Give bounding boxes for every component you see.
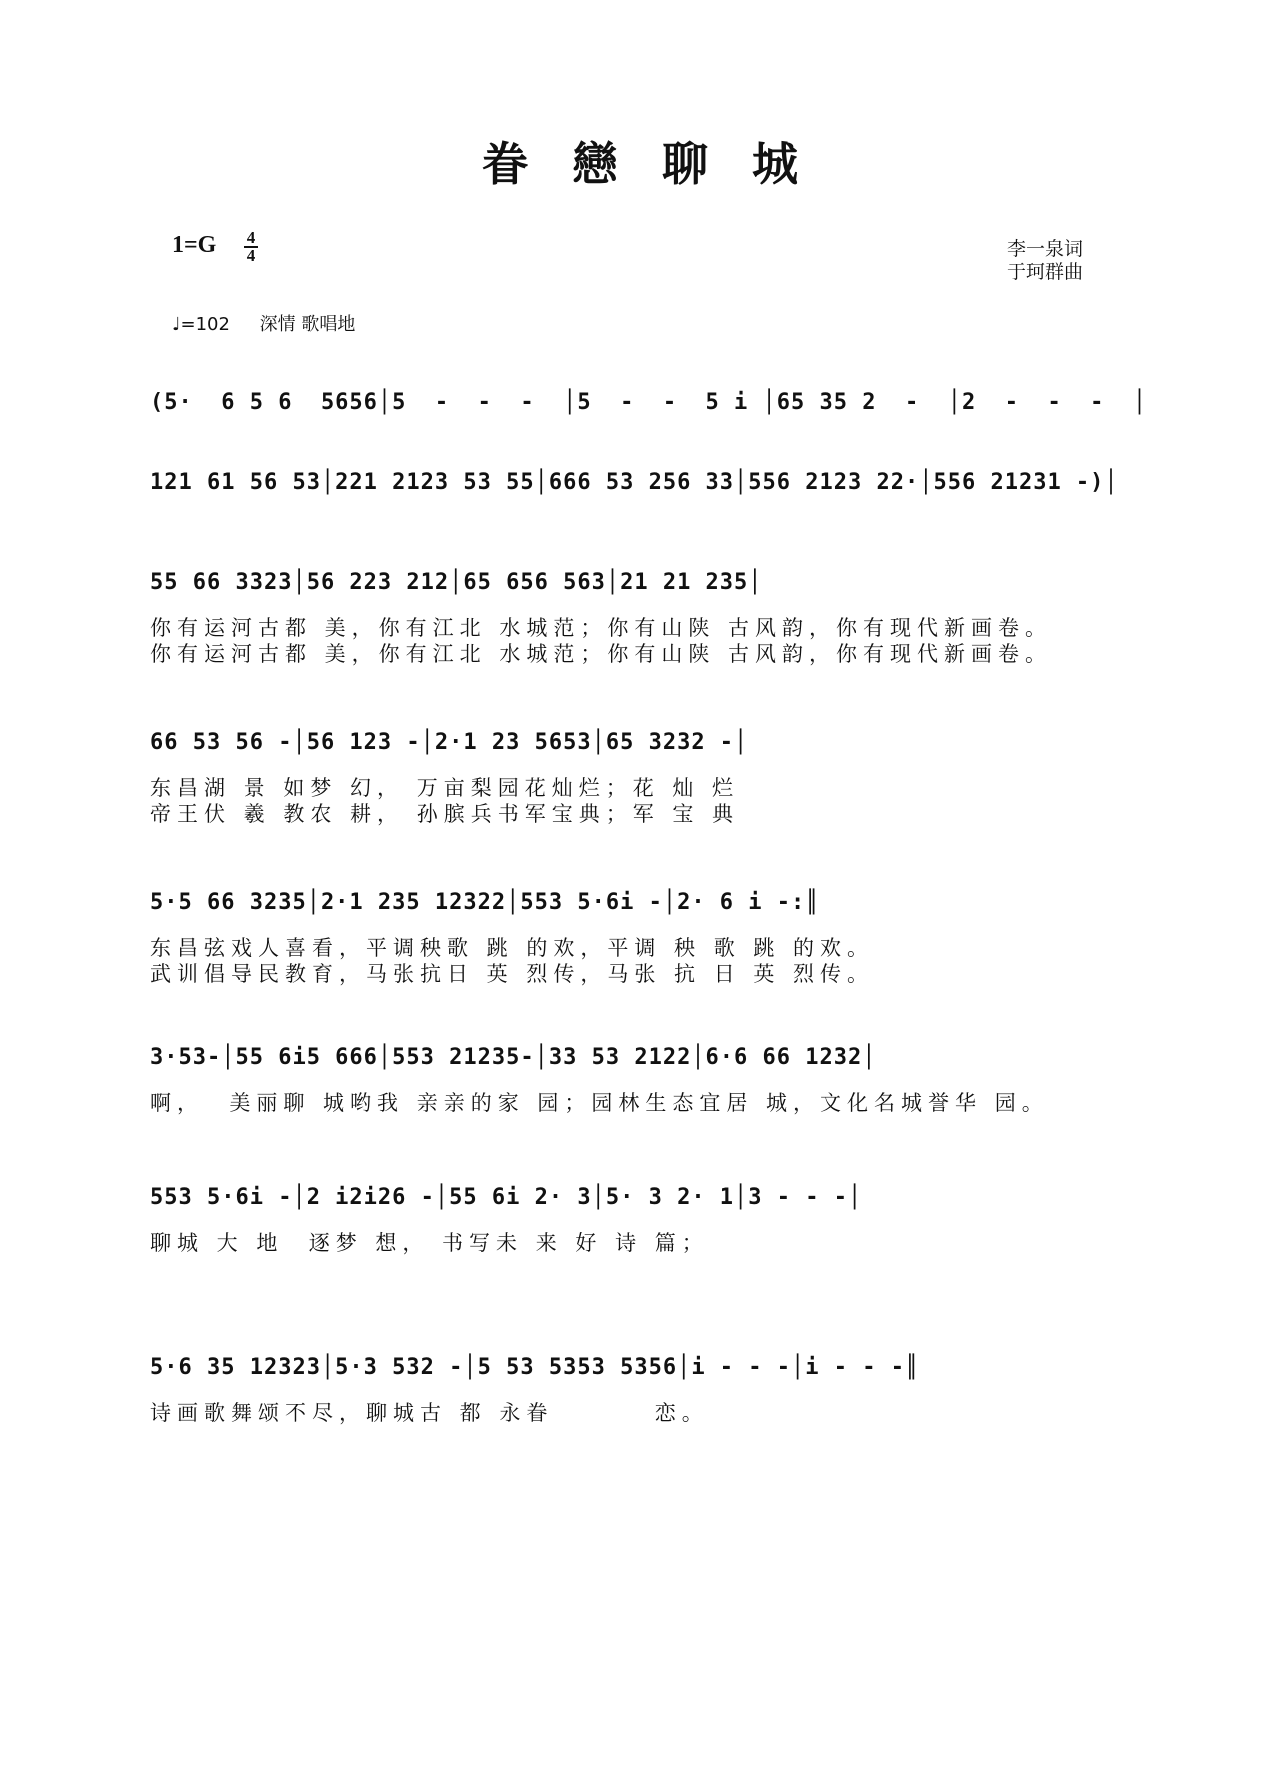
lyric-verse-1: 你有运河古都 美，你有江北 水城范；你有山陕 古风韵，你有现代新画卷。 [150, 616, 1053, 640]
composer: 于珂群曲 [1007, 261, 1084, 283]
staff-line-3 [150, 570, 1135, 667]
lyric-verse-1: 东昌弦戏人喜看，平调秧歌 跳 的欢，平调 秧 歌 跳 的欢。 [150, 936, 875, 960]
notation-row: 5·6 35 12323│5·3 532 -│5 53 5353 5356│i - - -│i - - -║ [150, 1355, 920, 1380]
expression-mark: 深情 歌唱地 [259, 314, 356, 335]
song-title: 眷戀聊城 [482, 137, 842, 191]
notation-row: 3·53-│55 6i5 666│553 21235-│33 53 2122│6·6 66 1232│ [150, 1045, 877, 1070]
notation-row: 5·5 66 3235│2·1 235 12322│553 5·6i -│2· 6 i -:║ [150, 890, 820, 915]
staff-line-2 [150, 470, 1135, 495]
key-signature: 1=G [172, 232, 217, 258]
staff-line-4 [150, 730, 1135, 827]
notation-row: 55 66 3323│56 223 212│65 656 563│21 21 235│ [150, 570, 763, 595]
lyric-verse-2: 武训倡导民教育，马张抗日 英 烈传，马张 抗 日 英 烈传。 [150, 962, 875, 986]
lyric-verse-1: 聊城 大 地 逐梦 想， 书写未 来 好 诗 篇； [150, 1231, 709, 1255]
lyric-verse-1: 诗画歌舞颂不尽，聊城古 都 永眷 恋。 [150, 1401, 709, 1425]
staff-line-6 [150, 1045, 1135, 1116]
staff-line-5 [150, 890, 1135, 987]
credits [1007, 238, 1083, 284]
staff-line-1 [150, 390, 1148, 415]
tempo-mark: ♩=102 [172, 314, 230, 335]
time-signature: 4 4 [244, 230, 258, 264]
notation-row: 66 53 56 -│56 123 -│2·1 23 5653│65 3232 -│ [150, 730, 749, 755]
notation-row: 553 5·6i -│2 i2i26 -│55 6i 2· 3│5· 3 2· 1│3 - - -│ [150, 1185, 863, 1210]
notation-row: (5· 6 5 6 5656│5 - - - │5 - - 5 i │65 35 2 - │2 - - - │ [150, 390, 1148, 415]
tempo-marking [172, 310, 379, 336]
lyric-verse-2: 你有运河古都 美，你有江北 水城范；你有山陕 古风韵，你有现代新画卷。 [150, 642, 1053, 666]
lyric-verse-1: 啊， 美丽聊 城哟我 亲亲的家 园；园林生态宜居 城，文化名城誉华 园。 [150, 1091, 1049, 1115]
lyric-verse-2: 帝王伏 羲 教农 耕， 孙膑兵书军宝典；军 宝 典 [150, 802, 740, 826]
notation-row: 121 61 56 53│221 2123 53 55│666 53 256 33│556 2123 22·│556 21231 -)│ [150, 470, 1119, 495]
lyric-verse-1: 东昌湖 景 如梦 幻， 万亩梨园花灿烂；花 灿 烂 [150, 776, 740, 800]
staff-line-8 [150, 1355, 1135, 1426]
staff-line-7 [150, 1185, 1135, 1256]
lyricist: 李一泉词 [1007, 238, 1084, 260]
